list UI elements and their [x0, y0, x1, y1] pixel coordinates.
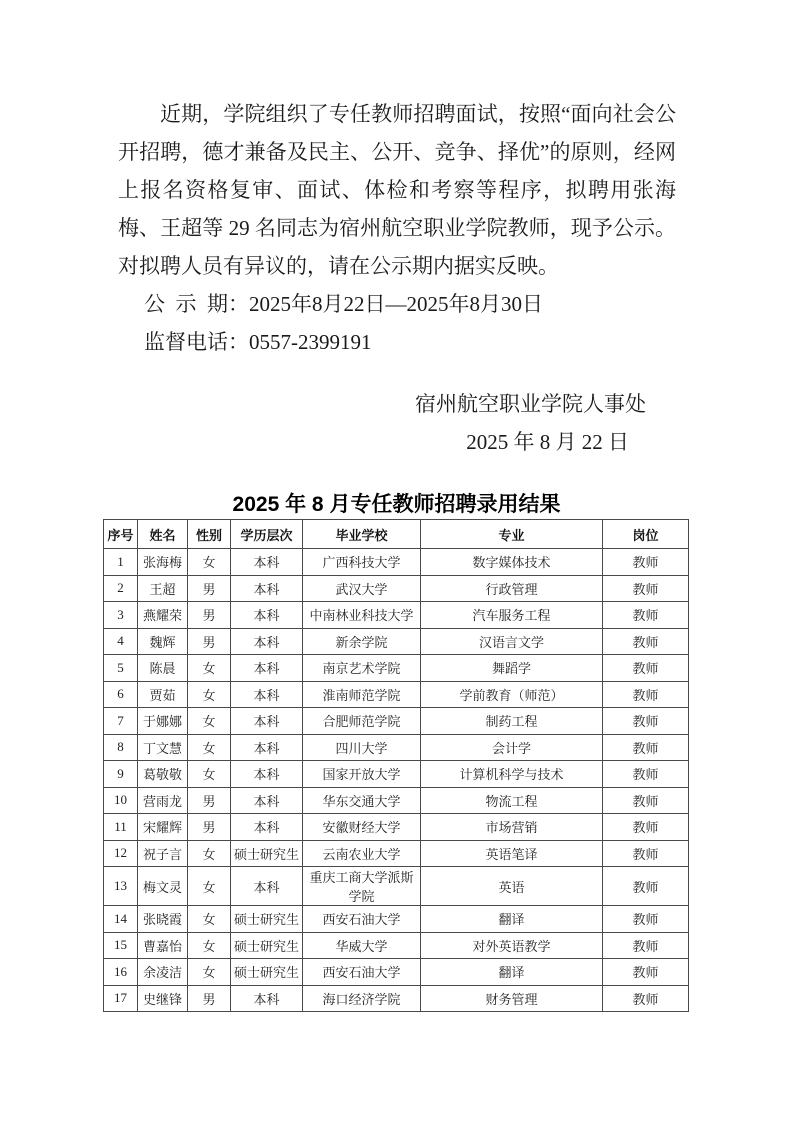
- table-row: [104, 985, 689, 1012]
- table-cell: 6: [104, 681, 138, 708]
- table-cell: 1: [104, 549, 138, 576]
- table-cell: 翻译: [421, 906, 603, 933]
- table-cell: 本科: [231, 681, 303, 708]
- table-cell: 舞蹈学: [421, 655, 603, 682]
- signature-date: 2025 年 8 月 22 日: [466, 430, 629, 454]
- table-cell: 16: [104, 959, 138, 986]
- table-cell: 硕士研究生: [231, 932, 303, 959]
- table-cell: 合肥师范学院: [303, 708, 421, 735]
- announcement-body: [118, 95, 676, 461]
- table-cell: 11: [104, 814, 138, 841]
- table-cell: 新余学院: [303, 628, 421, 655]
- table-cell: 计算机科学与技术: [421, 761, 603, 788]
- table-cell: 陈晨: [138, 655, 188, 682]
- table-cell: 华威大学: [303, 932, 421, 959]
- table-cell: 硕士研究生: [231, 840, 303, 867]
- table-cell: 西安石油大学: [303, 959, 421, 986]
- table-cell: 葛敬敬: [138, 761, 188, 788]
- table-cell: 本科: [231, 787, 303, 814]
- table-cell: 市场营销: [421, 814, 603, 841]
- table-cell: 会计学: [421, 734, 603, 761]
- table-cell: 女: [188, 761, 231, 788]
- table-cell: 教师: [603, 761, 689, 788]
- table-cell: 汉语言文学: [421, 628, 603, 655]
- table-cell: 教师: [603, 959, 689, 986]
- table-row: [104, 602, 689, 629]
- table-cell: 西安石油大学: [303, 906, 421, 933]
- table-cell: 学前教育（师范）: [421, 681, 603, 708]
- table-cell: 史继锋: [138, 985, 188, 1012]
- table-cell: 男: [188, 985, 231, 1012]
- table-cell: 本科: [231, 814, 303, 841]
- table-cell: 燕耀荣: [138, 602, 188, 629]
- table-cell: 英语笔译: [421, 840, 603, 867]
- table-cell: 宋耀辉: [138, 814, 188, 841]
- table-cell: 17: [104, 985, 138, 1012]
- table-cell: 本科: [231, 734, 303, 761]
- table-cell: 女: [188, 734, 231, 761]
- table-cell: 余凌洁: [138, 959, 188, 986]
- table-cell: 四川大学: [303, 734, 421, 761]
- table-cell: 曹嘉怡: [138, 932, 188, 959]
- table-row: [104, 549, 689, 576]
- table-cell: 魏辉: [138, 628, 188, 655]
- table-cell: 教师: [603, 985, 689, 1012]
- table-cell: 王超: [138, 575, 188, 602]
- announcement-paragraph: 近期，学院组织了专任教师招聘面试，按照“面向社会公开招聘，德才兼备及民主、公开、竞争、择优”的原则，经网上报名资格复审、面试、体检和考察等程序，拟聘用张海梅、王超等 29 名同志为宿州航空职业学院教师，现予公示。对拟聘人员有异议的，请在公示期内据实反映。: [118, 102, 676, 278]
- table-cell: 物流工程: [421, 787, 603, 814]
- table-row: [104, 761, 689, 788]
- results-table: [103, 519, 689, 1012]
- table-cell: 男: [188, 787, 231, 814]
- table-cell: 南京艺术学院: [303, 655, 421, 682]
- table-cell: 重庆工商大学派斯学院: [303, 867, 421, 906]
- table-cell: 女: [188, 906, 231, 933]
- table-row: [104, 708, 689, 735]
- table-cell: 教师: [603, 575, 689, 602]
- table-cell: 教师: [603, 655, 689, 682]
- table-cell: 武汉大学: [303, 575, 421, 602]
- table-cell: 13: [104, 867, 138, 906]
- table-row: [104, 959, 689, 986]
- table-row: [104, 814, 689, 841]
- table-cell: 女: [188, 959, 231, 986]
- table-cell: 制药工程: [421, 708, 603, 735]
- table-cell: 本科: [231, 575, 303, 602]
- supervision-phone-line: 监督电话：0557-2399191: [144, 330, 372, 354]
- table-cell: 祝子言: [138, 840, 188, 867]
- table-cell: 英语: [421, 867, 603, 906]
- table-cell: 女: [188, 681, 231, 708]
- table-cell: 15: [104, 932, 138, 959]
- table-cell: 张海梅: [138, 549, 188, 576]
- table-cell: 4: [104, 628, 138, 655]
- column-header: 岗位: [603, 520, 689, 549]
- table-row: [104, 906, 689, 933]
- table-cell: 华东交通大学: [303, 787, 421, 814]
- table-cell: 本科: [231, 628, 303, 655]
- table-row: [104, 867, 689, 906]
- table-title: 2025 年 8 月专任教师招聘录用结果: [232, 493, 561, 516]
- table-cell: 本科: [231, 867, 303, 906]
- table-cell: 梅文灵: [138, 867, 188, 906]
- table-cell: 本科: [231, 761, 303, 788]
- table-row: [104, 655, 689, 682]
- table-cell: 张晓霞: [138, 906, 188, 933]
- table-cell: 10: [104, 787, 138, 814]
- table-cell: 12: [104, 840, 138, 867]
- column-header: 性别: [188, 520, 231, 549]
- table-cell: 女: [188, 840, 231, 867]
- signature-organization: 宿州航空职业学院人事处: [415, 392, 646, 416]
- table-cell: 9: [104, 761, 138, 788]
- table-cell: 本科: [231, 549, 303, 576]
- column-header: 专业: [421, 520, 603, 549]
- results-table-body: [104, 549, 689, 1012]
- table-cell: 7: [104, 708, 138, 735]
- table-cell: 国家开放大学: [303, 761, 421, 788]
- table-row: [104, 628, 689, 655]
- table-cell: 男: [188, 814, 231, 841]
- table-cell: 营雨龙: [138, 787, 188, 814]
- table-row: [104, 932, 689, 959]
- table-cell: 广西科技大学: [303, 549, 421, 576]
- table-cell: 教师: [603, 602, 689, 629]
- table-cell: 丁文慧: [138, 734, 188, 761]
- table-cell: 行政管理: [421, 575, 603, 602]
- table-cell: 本科: [231, 985, 303, 1012]
- table-cell: 教师: [603, 840, 689, 867]
- table-cell: 教师: [603, 787, 689, 814]
- table-cell: 男: [188, 602, 231, 629]
- table-cell: 男: [188, 575, 231, 602]
- table-cell: 于娜娜: [138, 708, 188, 735]
- table-row: [104, 681, 689, 708]
- table-cell: 教师: [603, 681, 689, 708]
- column-header: 学历层次: [231, 520, 303, 549]
- table-cell: 5: [104, 655, 138, 682]
- table-cell: 教师: [603, 906, 689, 933]
- table-cell: 教师: [603, 867, 689, 906]
- column-header: 姓名: [138, 520, 188, 549]
- table-row: [104, 734, 689, 761]
- table-row: [104, 575, 689, 602]
- table-cell: 数字媒体技术: [421, 549, 603, 576]
- table-cell: 安徽财经大学: [303, 814, 421, 841]
- table-cell: 女: [188, 655, 231, 682]
- table-cell: 海口经济学院: [303, 985, 421, 1012]
- table-cell: 教师: [603, 814, 689, 841]
- table-cell: 教师: [603, 932, 689, 959]
- table-cell: 教师: [603, 734, 689, 761]
- table-cell: 财务管理: [421, 985, 603, 1012]
- table-cell: 汽车服务工程: [421, 602, 603, 629]
- table-row: [104, 840, 689, 867]
- table-cell: 本科: [231, 708, 303, 735]
- table-cell: 对外英语教学: [421, 932, 603, 959]
- table-cell: 女: [188, 708, 231, 735]
- table-cell: 贾茹: [138, 681, 188, 708]
- table-cell: 14: [104, 906, 138, 933]
- table-cell: 女: [188, 549, 231, 576]
- table-cell: 8: [104, 734, 138, 761]
- table-cell: 3: [104, 602, 138, 629]
- table-cell: 本科: [231, 655, 303, 682]
- table-cell: 硕士研究生: [231, 906, 303, 933]
- table-cell: 男: [188, 628, 231, 655]
- results-table-header-row: [104, 520, 689, 549]
- table-cell: 教师: [603, 708, 689, 735]
- table-cell: 女: [188, 867, 231, 906]
- table-cell: 云南农业大学: [303, 840, 421, 867]
- table-row: [104, 787, 689, 814]
- table-cell: 翻译: [421, 959, 603, 986]
- table-cell: 女: [188, 932, 231, 959]
- table-cell: 淮南师范学院: [303, 681, 421, 708]
- table-cell: 本科: [231, 602, 303, 629]
- publicity-period-line: 公 示 期：2025年8月22日—2025年8月30日: [144, 292, 543, 316]
- table-cell: 教师: [603, 628, 689, 655]
- table-cell: 2: [104, 575, 138, 602]
- column-header: 序号: [104, 520, 138, 549]
- table-cell: 教师: [603, 549, 689, 576]
- table-cell: 中南林业科技大学: [303, 602, 421, 629]
- column-header: 毕业学校: [303, 520, 421, 549]
- table-cell: 硕士研究生: [231, 959, 303, 986]
